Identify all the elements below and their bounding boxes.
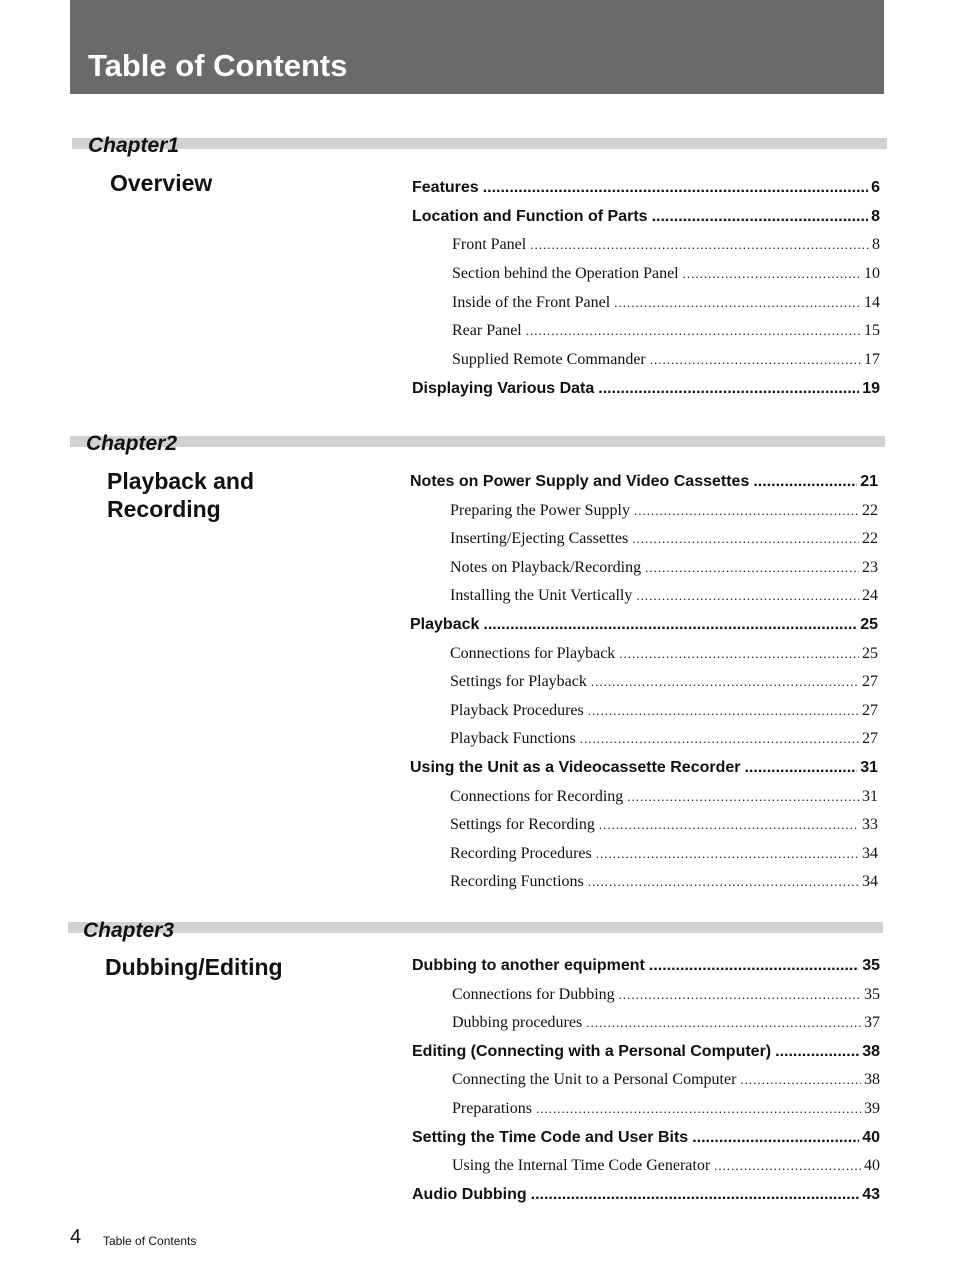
toc-entry-title: Dubbing procedures <box>452 1014 583 1032</box>
toc-entry-title: Connections for Recording <box>450 787 624 805</box>
toc-entry-page: 8 <box>871 207 880 225</box>
toc-entry-title: Installing the Unit Vertically <box>450 587 633 605</box>
toc-list <box>410 468 878 897</box>
toc-section-entry <box>412 203 880 232</box>
toc-dot-leader <box>619 981 861 1010</box>
toc-section-entry <box>412 952 880 981</box>
toc-entry-page: 31 <box>860 758 878 776</box>
footer-label: Table of Contents <box>103 1234 197 1248</box>
toc-section-entry <box>412 1124 880 1153</box>
toc-entry-title: Using the Internal Time Code Generator <box>452 1157 711 1175</box>
toc-entry-title: Playback Functions <box>450 730 576 748</box>
toc-entry-title: Location and Function of Parts <box>412 207 648 225</box>
toc-entry-title: Inserting/Ejecting Cassettes <box>450 530 629 548</box>
toc-subsection-entry <box>410 525 878 554</box>
toc-entry-page: 34 <box>862 844 878 862</box>
toc-dot-leader <box>483 174 868 203</box>
toc-dot-leader <box>744 754 857 783</box>
toc-entry-title: Recording Functions <box>450 873 584 891</box>
page-title: Table of Contents <box>88 48 348 83</box>
toc-entry-title: Settings for Recording <box>450 816 595 834</box>
toc-subsection-entry <box>410 697 878 726</box>
toc-dot-leader <box>634 497 859 526</box>
toc-subsection-entry <box>410 811 878 840</box>
toc-entry-page: 35 <box>862 957 880 974</box>
toc-entry-page: 25 <box>860 615 878 633</box>
chapter-title <box>105 953 283 981</box>
toc-entry-title: Dubbing to another equipment <box>412 957 645 974</box>
toc-entry-title: Playback Procedures <box>450 701 584 719</box>
page-header <box>70 0 884 94</box>
toc-section-entry <box>412 174 880 203</box>
toc-dot-leader <box>530 231 869 260</box>
toc-subsection-entry <box>410 640 878 669</box>
toc-entry-page: 38 <box>864 1071 880 1089</box>
toc-entry-page: 19 <box>862 379 880 397</box>
toc-entry-page: 37 <box>864 1014 880 1032</box>
toc-dot-leader <box>645 554 859 583</box>
toc-entry-title: Preparing the Power Supply <box>450 501 630 519</box>
toc-dot-leader <box>588 697 859 726</box>
toc-entry-page: 23 <box>862 558 878 576</box>
toc-subsection-entry <box>410 783 878 812</box>
toc-subsection-entry <box>412 1095 880 1124</box>
toc-entry-page: 14 <box>864 293 880 311</box>
toc-entry-page: 43 <box>862 1185 880 1203</box>
toc-entry-title: Setting the Time Code and User Bits <box>412 1128 689 1146</box>
toc-subsection-entry <box>410 840 878 869</box>
toc-dot-leader <box>580 725 859 754</box>
chapter-divider <box>70 436 885 447</box>
toc-entry-title: Rear Panel <box>452 322 522 340</box>
toc-dot-leader <box>591 668 859 697</box>
toc-dot-leader <box>775 1038 859 1067</box>
toc-subsection-entry <box>412 289 880 318</box>
toc-subsection-entry <box>412 1066 880 1095</box>
toc-entry-title: Editing (Connecting with a Personal Computer) <box>412 1042 772 1060</box>
toc-entry-title: Inside of the Front Panel <box>452 293 611 311</box>
toc-dot-leader <box>740 1066 861 1095</box>
toc-subsection-entry <box>412 231 880 260</box>
toc-entry-title: Connections for Playback <box>450 644 616 662</box>
toc-entry-page: 22 <box>862 501 878 519</box>
chapter-title-line: Overview <box>110 170 213 196</box>
toc-entry-page: 21 <box>860 473 878 490</box>
toc-entry-title: Supplied Remote Commander <box>452 351 646 369</box>
toc-entry-title: Using the Unit as a Videocassette Recorder <box>410 758 741 776</box>
toc-dot-leader <box>598 375 859 404</box>
toc-dot-leader <box>526 317 861 346</box>
toc-entry-page: 25 <box>862 644 878 662</box>
toc-entry-page: 40 <box>864 1157 880 1175</box>
toc-dot-leader <box>714 1152 861 1181</box>
chapter-title-line: Recording <box>107 496 221 522</box>
toc-entry-title: Playback <box>410 615 480 633</box>
toc-section-entry <box>410 468 878 497</box>
chapter-divider <box>72 138 887 149</box>
toc-entry-page: 27 <box>862 730 878 748</box>
toc-entry-page: 27 <box>862 701 878 719</box>
toc-dot-leader <box>692 1124 859 1153</box>
toc-entry-page: 38 <box>862 1042 880 1060</box>
toc-subsection-entry <box>410 725 878 754</box>
toc-entry-title: Features <box>412 179 479 196</box>
toc-dot-leader <box>596 840 859 869</box>
chapter-title <box>107 467 254 523</box>
toc-entry-page: 27 <box>862 673 878 691</box>
toc-dot-leader <box>586 1009 861 1038</box>
toc-dot-leader <box>650 346 861 375</box>
toc-entry-page: 35 <box>864 985 880 1003</box>
toc-entry-title: Recording Procedures <box>450 844 592 862</box>
toc-entry-title: Connections for Dubbing <box>452 985 615 1003</box>
toc-entry-title: Audio Dubbing <box>412 1185 527 1203</box>
toc-entry-page: 10 <box>864 265 880 283</box>
chapter-title-line: Dubbing/Editing <box>105 954 283 980</box>
chapter-label: Chapter1 <box>88 134 180 157</box>
toc-dot-leader <box>619 640 859 669</box>
toc-subsection-entry <box>410 554 878 583</box>
toc-dot-leader <box>531 1181 860 1210</box>
toc-dot-leader <box>614 289 861 318</box>
toc-subsection-entry <box>412 346 880 375</box>
toc-dot-leader <box>627 783 859 812</box>
toc-entry-title: Preparations <box>452 1099 532 1117</box>
toc-entry-page: 39 <box>864 1099 880 1117</box>
toc-entry-page: 33 <box>862 816 878 834</box>
toc-subsection-entry <box>410 668 878 697</box>
chapter-label: Chapter2 <box>86 432 178 455</box>
page-number: 4 <box>70 1226 82 1248</box>
toc-section-entry <box>410 611 878 640</box>
chapter-title <box>110 169 212 197</box>
toc-section-entry <box>412 375 880 404</box>
toc-dot-leader <box>599 811 859 840</box>
toc-subsection-entry <box>410 582 878 611</box>
toc-subsection-entry <box>412 981 880 1010</box>
toc-entry-title: Section behind the Operation Panel <box>452 265 679 283</box>
toc-entry-title: Displaying Various Data <box>412 379 595 397</box>
toc-list <box>412 174 880 404</box>
toc-section-entry <box>410 754 878 783</box>
toc-subsection-entry <box>410 868 878 897</box>
chapter-title-line: Playback and <box>107 468 255 494</box>
toc-section-entry <box>412 1038 880 1067</box>
toc-subsection-entry <box>412 1009 880 1038</box>
chapter-divider <box>68 922 883 933</box>
toc-dot-leader <box>588 868 859 897</box>
toc-entry-page: 17 <box>864 351 880 369</box>
chapter-label: Chapter3 <box>83 919 175 942</box>
toc-dot-leader <box>683 260 861 289</box>
toc-entry-title: Notes on Power Supply and Video Cassettes <box>410 473 750 490</box>
toc-entry-page: 40 <box>862 1128 880 1146</box>
toc-entry-page: 8 <box>872 236 880 254</box>
toc-dot-leader <box>536 1095 861 1124</box>
toc-entry-page: 15 <box>864 322 880 340</box>
toc-dot-leader <box>483 611 857 640</box>
toc-entry-page: 6 <box>871 179 880 196</box>
toc-subsection-entry <box>412 1152 880 1181</box>
toc-dot-leader <box>636 582 859 611</box>
toc-entry-page: 24 <box>862 587 878 605</box>
toc-dot-leader <box>753 468 857 497</box>
toc-entry-page: 22 <box>862 530 878 548</box>
toc-entry-title: Connecting the Unit to a Personal Computer <box>452 1071 737 1089</box>
toc-entry-page: 31 <box>862 787 878 805</box>
toc-dot-leader <box>649 952 859 981</box>
toc-section-entry <box>412 1181 880 1210</box>
toc-entry-title: Front Panel <box>452 236 527 254</box>
toc-subsection-entry <box>412 317 880 346</box>
toc-entry-page: 34 <box>862 873 878 891</box>
toc-dot-leader <box>632 525 859 554</box>
toc-dot-leader <box>652 203 869 232</box>
toc-entry-title: Notes on Playback/Recording <box>450 558 642 576</box>
toc-entry-title: Settings for Playback <box>450 673 587 691</box>
toc-subsection-entry <box>410 497 878 526</box>
toc-subsection-entry <box>412 260 880 289</box>
toc-list <box>412 952 880 1209</box>
